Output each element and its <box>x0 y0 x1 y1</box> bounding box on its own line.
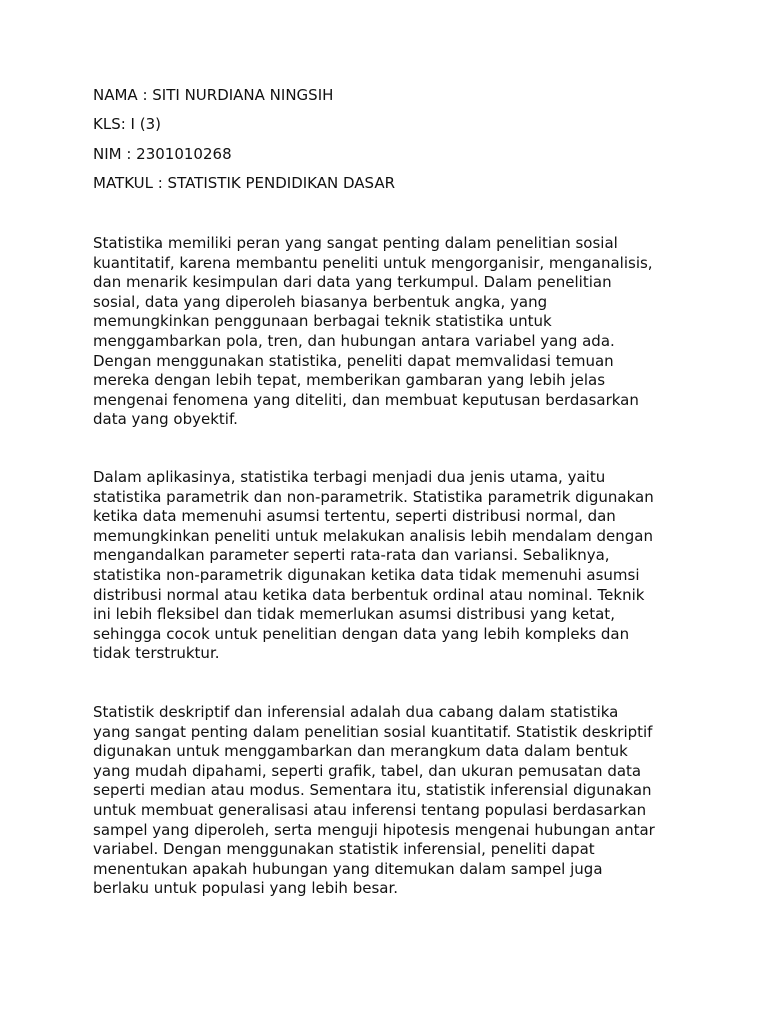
paragraph-line: mengenai fenomena yang diteliti, dan membuat keputusan berdasarkan <box>93 390 639 409</box>
paragraph-line: berlaku untuk populasi yang lebih besar. <box>93 879 399 898</box>
paragraph-line: statistika parametrik dan non-parametrik. Statistika parametrik digunakan <box>93 487 654 506</box>
paragraph-line: tidak terstruktur. <box>93 644 220 663</box>
paragraph-line: sehingga cocok untuk penelitian dengan data yang lebih kompleks dan <box>93 624 630 643</box>
paragraph-line: Statistik deskriptif dan inferensial adalah dua cabang dalam statistika <box>93 703 619 721</box>
paragraph-line: memungkinkan peneliti untuk melakukan analisis lebih mendalam dengan <box>93 526 653 545</box>
paragraph-line: dan menarik kesimpulan dari data yang terkumpul. Dalam penelitian <box>93 273 612 292</box>
paragraph-line: mengandalkan parameter seperti rata-rata dan variansi. Sebaliknya, <box>93 546 610 565</box>
student-name: NAMA : SITI NURDIANA NINGSIH <box>93 86 334 104</box>
paragraph-line: distribusi normal atau ketika data berbentuk ordinal atau nominal. Teknik <box>93 585 645 604</box>
paragraph-line: menentukan apakah hubungan yang ditemukan dalam sampel juga <box>93 859 603 878</box>
paragraph-line: data yang obyektif. <box>93 410 238 429</box>
paragraph-line: yang mudah dipahami, seperti grafik, tabel, dan ukuran pemusatan data <box>93 761 642 780</box>
student-id: NIM : 2301010268 <box>93 144 232 163</box>
paragraph-line: sampel yang diperoleh, serta menguji hipotesis mengenai hubungan antar <box>93 820 655 839</box>
paragraph-line: untuk membuat generalisasi atau inferensi tentang populasi berdasarkan <box>93 800 647 819</box>
paragraph-line: Dalam aplikasinya, statistika terbagi menjadi dua jenis utama, yaitu <box>93 468 606 486</box>
paragraph-2 <box>93 468 683 664</box>
paragraph-line: Statistika memiliki peran yang sangat penting dalam penelitian sosial <box>93 234 618 252</box>
paragraph-line: statistika non-parametrik digunakan ketika data tidak memenuhi asumsi <box>93 565 640 584</box>
paragraph-1 <box>93 234 683 430</box>
paragraph-line: ketika data memenuhi asumsi tertentu, seperti distribusi normal, dan <box>93 507 616 526</box>
paragraph-line: Dengan menggunakan statistika, peneliti dapat memvalidasi temuan <box>93 351 614 370</box>
paragraph-3 <box>93 703 683 899</box>
paragraph-line: sosial, data yang diperoleh biasanya berbentuk angka, yang <box>93 292 548 311</box>
paragraph-line: mereka dengan lebih tepat, memberikan gambaran yang lebih jelas <box>93 371 606 390</box>
student-class: KLS: I (3) <box>93 115 161 134</box>
paragraph-line: variabel. Dengan menggunakan statistik inferensial, peneliti dapat <box>93 840 595 859</box>
paragraph-line: yang sangat penting dalam penelitian sosial kuantitatif. Statistik deskriptif <box>93 722 653 741</box>
paragraph-line: kuantitatif, karena membantu peneliti untuk mengorganisir, menganalisis, <box>93 253 653 272</box>
paragraph-line: seperti median atau modus. Sementara itu, statistik inferensial digunakan <box>93 781 652 800</box>
course-name: MATKUL : STATISTIK PENDIDIKAN DASAR <box>93 173 396 192</box>
paragraph-line: memungkinkan penggunaan berbagai teknik statistika untuk <box>93 312 552 331</box>
paragraph-line: digunakan untuk menggambarkan dan merangkum data dalam bentuk <box>93 742 628 761</box>
student-info-header <box>93 86 693 203</box>
paragraph-line: ini lebih fleksibel dan tidak memerlukan asumsi distribusi yang ketat, <box>93 605 615 624</box>
paragraph-line: menggambarkan pola, tren, dan hubungan antara variabel yang ada. <box>93 331 615 350</box>
